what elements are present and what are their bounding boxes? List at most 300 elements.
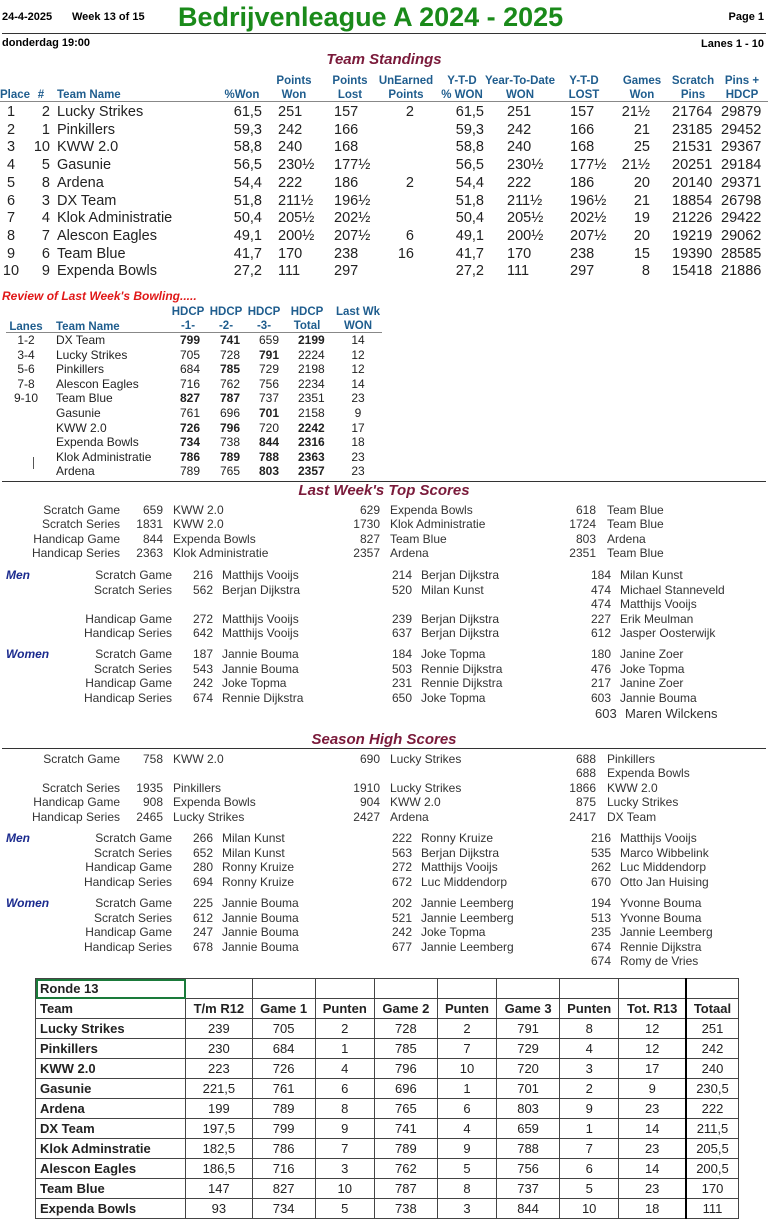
review-row (0, 464, 400, 479)
score-value: 672 (391, 874, 412, 889)
ronde-value-cell[interactable]: 1 (315, 1039, 374, 1059)
score-value: 476 (590, 661, 611, 676)
score-category-label: Scratch Series (41, 517, 120, 532)
ronde-team-cell[interactable]: Ardena (36, 1099, 186, 1119)
ronde-value-cell[interactable]: 720 (497, 1059, 560, 1079)
ronde-value-cell[interactable]: 789 (252, 1099, 315, 1119)
ronde-header-cell[interactable]: Punten (437, 999, 496, 1019)
extra-score-value: 603 (595, 706, 617, 721)
unearned-cell: 2 (405, 174, 414, 191)
score-name: Klok Administratie (173, 545, 269, 560)
ronde-value-cell[interactable]: 762 (374, 1159, 437, 1179)
pct-won-cell: 58,8 (233, 139, 262, 156)
ronde-header-cell[interactable]: Game 2 (374, 999, 437, 1019)
ronde-value-cell[interactable]: 701 (497, 1079, 560, 1099)
pct-won-cell: 49,1 (233, 227, 262, 244)
score-value: 1866 (569, 781, 596, 795)
score-value: 217 (590, 676, 611, 690)
review-g3-cell: 729 (259, 362, 280, 377)
ronde-value-cell[interactable]: 93 (186, 1199, 253, 1219)
ronde-header-cell[interactable]: Team (36, 999, 186, 1019)
ronde-team-cell[interactable]: DX Team (36, 1119, 186, 1139)
score-name: Joke Topma (421, 647, 486, 661)
ronde-value-cell[interactable]: 827 (252, 1179, 315, 1199)
score-value: 1910 (353, 781, 380, 795)
col-games-won: Games Won (622, 75, 662, 101)
score-value: 1724 (569, 517, 596, 532)
ronde-value-cell[interactable]: 728 (374, 1019, 437, 1039)
place-cell: 2 (6, 121, 16, 138)
ronde-value-cell[interactable]: 7 (315, 1139, 374, 1159)
ronde-value-cell[interactable]: 659 (497, 1119, 560, 1139)
review-total-cell: 2224 (298, 347, 325, 362)
women-label: Women (6, 647, 50, 661)
score-value: 758 (142, 752, 163, 766)
review-lanes-cell: 3-4 (17, 347, 35, 362)
ronde-value-cell[interactable]: 222 (686, 1099, 739, 1119)
standings-header-rule (0, 101, 768, 102)
points-lost-cell: 202½ (334, 210, 371, 227)
blank-cell[interactable] (559, 979, 618, 999)
ronde-value-cell[interactable]: 9 (619, 1079, 686, 1099)
pins-hdcp-cell: 29367 (721, 139, 762, 156)
review-won-cell: 12 (351, 362, 365, 377)
place-cell: 1 (6, 104, 16, 120)
report-date: 24-4-2025 (2, 11, 53, 23)
extra-score-name: Maren Wilckens (625, 706, 718, 721)
blank-cell[interactable] (252, 979, 315, 999)
ronde-value-cell[interactable]: 716 (252, 1159, 315, 1179)
ronde-header-cell[interactable]: Game 1 (252, 999, 315, 1019)
ronde-value-cell[interactable]: 4 (315, 1059, 374, 1079)
ytd-won-cell: 205½ (507, 210, 544, 227)
ronde-header-cell[interactable]: Tot. R13 (619, 999, 686, 1019)
score-value: 650 (391, 690, 412, 705)
review-team-cell: Pinkillers (56, 362, 105, 377)
review-g2-cell: 696 (220, 406, 241, 420)
ronde-value-cell[interactable]: 8 (437, 1179, 496, 1199)
score-name: Jannie Bouma (222, 910, 299, 925)
score-name: Matthijs Vooijs (620, 597, 697, 611)
ronde-row (36, 1039, 739, 1059)
ronde-value-cell[interactable]: 12 (619, 1019, 686, 1039)
ronde-value-cell[interactable]: 803 (497, 1099, 560, 1119)
season-divider (2, 748, 766, 749)
ronde-value-cell[interactable]: 14 (619, 1159, 686, 1179)
ronde-team-cell[interactable]: Team Blue (36, 1179, 186, 1199)
score-row (0, 691, 768, 706)
ronde-value-cell[interactable]: 6 (315, 1079, 374, 1099)
col-points-lost: Points Lost (332, 75, 368, 101)
score-row (0, 546, 768, 561)
score-value: 904 (359, 795, 380, 810)
score-value: 642 (192, 626, 213, 640)
score-name: Team Blue (390, 531, 447, 546)
ronde-team-cell[interactable]: Gasunie (36, 1079, 186, 1099)
season-women-label: Women (6, 896, 50, 910)
score-name: Ardena (390, 545, 429, 560)
ronde-value-cell[interactable]: 9 (559, 1099, 618, 1119)
score-category-label: Scratch Series (93, 845, 172, 860)
ronde-value-cell[interactable]: 12 (619, 1039, 686, 1059)
ronde-value-cell[interactable]: 726 (252, 1059, 315, 1079)
pins-hdcp-cell: 28585 (721, 245, 762, 262)
score-value: 1831 (136, 517, 163, 532)
score-name: Berjan Dijkstra (222, 582, 301, 597)
ronde-value-cell[interactable]: 111 (686, 1199, 739, 1219)
ronde-team-cell[interactable]: Lucky Strikes (36, 1019, 186, 1039)
ytd-won-cell: 170 (507, 245, 532, 262)
ronde-value-cell[interactable]: 796 (374, 1059, 437, 1079)
ronde-value-cell[interactable]: 23 (619, 1179, 686, 1199)
score-value: 2417 (569, 809, 596, 824)
ronde-row (36, 1119, 739, 1139)
ronde-value-cell[interactable]: 10 (559, 1199, 618, 1219)
score-row (0, 911, 768, 926)
review-won-cell: 14 (351, 376, 365, 391)
points-won-cell: 222 (278, 174, 303, 191)
ronde-value-cell[interactable]: 9 (315, 1119, 374, 1139)
review-total-cell: 2363 (298, 449, 325, 464)
ytd-pct-cell: 49,1 (455, 227, 484, 244)
score-value: 674 (192, 690, 213, 705)
review-g1-cell: 705 (180, 347, 201, 362)
review-g3-cell: 756 (259, 376, 280, 391)
team-name-cell: Ardena (57, 174, 104, 191)
blank-cell[interactable] (437, 979, 496, 999)
ronde-value-cell[interactable]: 230 (186, 1039, 253, 1059)
score-category-label: Handicap Game (85, 676, 172, 690)
ronde-value-cell[interactable]: 5 (559, 1179, 618, 1199)
ronde-value-cell[interactable]: 729 (497, 1039, 560, 1059)
ronde-value-cell[interactable]: 741 (374, 1119, 437, 1139)
score-name: Ardena (390, 809, 429, 824)
ronde-row (36, 1059, 739, 1079)
ronde-header-cell[interactable]: Punten (315, 999, 374, 1019)
ronde-value-cell[interactable]: 10 (315, 1179, 374, 1199)
col-unearned: UnEarned Points (378, 75, 434, 101)
score-row (0, 626, 768, 641)
pins-hdcp-cell: 29422 (721, 210, 762, 227)
standings-row (0, 156, 768, 174)
score-name: Janine Zoer (620, 647, 684, 661)
score-name: Berjan Dijkstra (421, 568, 500, 582)
score-value: 2357 (353, 545, 380, 560)
score-value: 543 (192, 661, 213, 676)
team-number-cell: 6 (41, 245, 50, 262)
games-won-cell: 21 (633, 121, 650, 138)
score-row (0, 662, 768, 677)
ronde-value-cell[interactable]: 14 (619, 1119, 686, 1139)
review-total-cell: 2351 (298, 391, 325, 406)
ronde-value-cell[interactable]: 2 (559, 1079, 618, 1099)
review-g3-cell: 737 (259, 391, 280, 406)
unearned-cell: 6 (405, 227, 414, 244)
score-row (0, 583, 768, 598)
ronde-value-cell[interactable]: 23 (619, 1139, 686, 1159)
ronde-value-cell[interactable]: 684 (252, 1039, 315, 1059)
ronde-value-cell[interactable]: 182,5 (186, 1139, 253, 1159)
ronde-value-cell[interactable]: 221,5 (186, 1079, 253, 1099)
ronde-value-cell[interactable]: 1 (559, 1119, 618, 1139)
ronde-value-cell[interactable]: 786 (252, 1139, 315, 1159)
ronde-value-cell[interactable]: 242 (686, 1039, 739, 1059)
ronde-value-cell[interactable]: 6 (559, 1159, 618, 1179)
score-row (0, 954, 768, 969)
review-total-cell: 2158 (298, 406, 325, 420)
ronde-value-cell[interactable]: 2 (315, 1019, 374, 1039)
score-value: 194 (590, 896, 611, 910)
ronde-table (35, 978, 739, 1219)
ronde-title-cell[interactable]: Ronde 13 (36, 979, 186, 999)
score-name: Lucky Strikes (390, 752, 462, 766)
ronde-value-cell[interactable]: 785 (374, 1039, 437, 1059)
score-name: Rennie Dijkstra (222, 690, 304, 705)
review-won-cell: 23 (351, 449, 365, 464)
ytd-won-cell: 200½ (507, 227, 544, 244)
games-won-cell: 20 (633, 227, 650, 244)
score-name: Expenda Bowls (173, 795, 256, 810)
ronde-team-cell[interactable]: Klok Adminstratie (36, 1139, 186, 1159)
ronde-value-cell[interactable]: 737 (497, 1179, 560, 1199)
ronde-value-cell[interactable]: 205,5 (686, 1139, 739, 1159)
ronde-header-cell[interactable]: Totaal (686, 999, 739, 1019)
place-cell: 8 (6, 227, 16, 244)
col-ytd-lost: Y-T-D LOST (568, 75, 600, 101)
ronde-team-cell[interactable]: Alescon Eagles (36, 1159, 186, 1179)
review-won-cell: 23 (351, 391, 365, 406)
ronde-value-cell[interactable]: 240 (686, 1059, 739, 1079)
ronde-value-cell[interactable]: 211,5 (686, 1119, 739, 1139)
score-value: 688 (575, 766, 596, 781)
score-row (0, 752, 768, 767)
ronde-value-cell[interactable]: 844 (497, 1199, 560, 1219)
team-name-cell: Klok Administratie (57, 210, 173, 227)
ronde-team-cell[interactable]: KWW 2.0 (36, 1059, 186, 1079)
blank-cell[interactable] (186, 979, 253, 999)
ronde-header-cell[interactable]: T/m R12 (186, 999, 253, 1019)
score-value: 184 (391, 647, 412, 661)
score-category-label: Scratch Game (43, 752, 120, 766)
score-value: 535 (590, 845, 611, 860)
score-value: 520 (391, 582, 412, 597)
games-won-cell: 21½ (621, 157, 650, 174)
standings-row (0, 209, 768, 227)
ronde-value-cell[interactable]: 199 (186, 1099, 253, 1119)
col-ytd-won: Year-To-Date WON (484, 75, 556, 101)
score-value: 2465 (136, 809, 163, 824)
review-total-cell: 2316 (298, 435, 325, 450)
team-number-cell: 8 (41, 174, 50, 191)
score-name: Luc Middendorp (421, 874, 508, 889)
review-g3-cell: 720 (259, 420, 280, 435)
ronde-value-cell[interactable]: 734 (252, 1199, 315, 1219)
score-value: 225 (192, 896, 213, 910)
ronde-value-cell[interactable]: 23 (619, 1099, 686, 1119)
score-name: Matthijs Vooijs (222, 568, 299, 582)
season-high-title: Season High Scores (311, 731, 457, 748)
points-lost-cell: 186 (334, 174, 359, 191)
ronde-value-cell[interactable]: 3 (437, 1199, 496, 1219)
review-row (0, 406, 400, 421)
blank-cell[interactable] (619, 979, 686, 999)
ronde-value-cell[interactable]: 1 (437, 1079, 496, 1099)
ronde-value-cell[interactable]: 5 (315, 1199, 374, 1219)
team-name-cell: Alescon Eagles (57, 227, 157, 244)
score-name: Expenda Bowls (390, 503, 473, 517)
score-name: Team Blue (607, 517, 664, 532)
review-title: Review of Last Week's Bowling..... (2, 289, 197, 303)
review-g3-cell: 844 (259, 435, 280, 450)
ronde-value-cell[interactable]: 147 (186, 1179, 253, 1199)
ytd-lost-cell: 157 (570, 104, 595, 120)
ronde-value-cell[interactable]: 738 (374, 1199, 437, 1219)
ronde-value-cell[interactable]: 197,5 (186, 1119, 253, 1139)
ronde-value-cell[interactable]: 765 (374, 1099, 437, 1119)
team-number-cell: 9 (41, 263, 50, 280)
games-won-cell: 21½ (621, 104, 650, 120)
ronde-value-cell[interactable]: 791 (497, 1019, 560, 1039)
blank-cell[interactable] (374, 979, 437, 999)
ronde-value-cell[interactable]: 9 (437, 1139, 496, 1159)
score-category-label: Scratch Series (93, 661, 172, 676)
review-g1-cell: 726 (180, 420, 201, 435)
ronde-value-cell[interactable]: 223 (186, 1059, 253, 1079)
ronde-value-cell[interactable]: 230,5 (686, 1079, 739, 1099)
ronde-value-cell[interactable]: 8 (559, 1019, 618, 1039)
ronde-value-cell[interactable]: 8 (315, 1099, 374, 1119)
ronde-value-cell[interactable]: 787 (374, 1179, 437, 1199)
ronde-value-cell[interactable]: 756 (497, 1159, 560, 1179)
score-name: Otto Jan Huising (620, 874, 709, 889)
score-value: 844 (142, 531, 163, 546)
blank-cell[interactable] (686, 979, 739, 999)
ronde-value-cell[interactable]: 705 (252, 1019, 315, 1039)
scratch-pins-cell: 21226 (672, 210, 713, 227)
ytd-pct-cell: 50,4 (455, 210, 484, 227)
score-name: Joke Topma (620, 661, 685, 676)
blank-cell[interactable] (497, 979, 560, 999)
ronde-value-cell[interactable]: 761 (252, 1079, 315, 1099)
ronde-team-cell[interactable]: Expenda Bowls (36, 1199, 186, 1219)
ronde-value-cell[interactable]: 789 (374, 1139, 437, 1159)
score-row (0, 846, 768, 861)
ronde-value-cell[interactable]: 3 (559, 1059, 618, 1079)
review-team-cell: Alescon Eagles (56, 376, 139, 391)
score-value: 474 (590, 582, 611, 597)
ronde-header-cell[interactable]: Game 3 (497, 999, 560, 1019)
review-g1-cell: 716 (180, 376, 201, 391)
review-g3-cell: 659 (259, 333, 280, 347)
review-row (0, 421, 400, 436)
score-value: 908 (142, 795, 163, 810)
ronde-value-cell[interactable]: 186,5 (186, 1159, 253, 1179)
review-lanes-cell: 9-10 (13, 391, 39, 406)
ronde-value-cell[interactable]: 6 (437, 1099, 496, 1119)
lanes-range: Lanes 1 - 10 (701, 38, 764, 50)
ronde-value-cell[interactable]: 696 (374, 1079, 437, 1099)
ronde-header-cell[interactable]: Punten (559, 999, 618, 1019)
score-value: 235 (590, 925, 611, 939)
score-category-label: Handicap Game (33, 531, 120, 546)
ronde-value-cell[interactable]: 4 (437, 1119, 496, 1139)
ronde-value-cell[interactable]: 5 (437, 1159, 496, 1179)
score-value: 272 (391, 860, 412, 874)
score-name: Rennie Dijkstra (620, 939, 702, 954)
team-number-cell: 3 (41, 192, 50, 209)
men-label: Men (6, 568, 30, 582)
score-name: Yvonne Bouma (620, 896, 702, 910)
ytd-won-cell: 111 (507, 263, 530, 280)
ronde-value-cell[interactable]: 7 (559, 1139, 618, 1159)
review-won-cell: 17 (351, 420, 365, 435)
ronde-value-cell[interactable]: 2 (437, 1019, 496, 1039)
standings-row (0, 103, 768, 121)
ronde-value-cell[interactable]: 788 (497, 1139, 560, 1159)
score-value: 677 (391, 939, 412, 954)
score-value: 803 (575, 531, 596, 546)
score-category-label: Scratch Game (95, 896, 172, 910)
points-lost-cell: 157 (334, 104, 359, 120)
unearned-cell: 2 (405, 104, 414, 120)
blank-cell[interactable] (315, 979, 374, 999)
ronde-team-cell[interactable]: Pinkillers (36, 1039, 186, 1059)
score-name: Pinkillers (173, 781, 222, 795)
review-col-g1: HDCP -1- (171, 306, 205, 332)
ronde-value-cell[interactable]: 4 (559, 1039, 618, 1059)
score-category-label: Handicap Game (33, 795, 120, 810)
page-number: Page 1 (728, 11, 764, 23)
ronde-value-cell[interactable]: 10 (437, 1059, 496, 1079)
ronde-value-cell[interactable]: 200,5 (686, 1159, 739, 1179)
review-g2-cell: 738 (220, 435, 241, 450)
ronde-value-cell[interactable]: 799 (252, 1119, 315, 1139)
score-row (0, 860, 768, 875)
ronde-value-cell[interactable]: 170 (686, 1179, 739, 1199)
review-won-cell: 18 (351, 435, 365, 450)
ytd-pct-cell: 59,3 (455, 121, 484, 138)
ronde-value-cell[interactable]: 7 (437, 1039, 496, 1059)
team-name-cell: Pinkillers (57, 121, 116, 138)
review-row (0, 391, 400, 406)
ronde-value-cell[interactable]: 3 (315, 1159, 374, 1179)
scratch-pins-cell: 19390 (672, 245, 713, 262)
points-won-cell: 200½ (278, 227, 315, 244)
ytd-lost-cell: 202½ (570, 210, 607, 227)
games-won-cell: 8 (641, 263, 650, 280)
score-name: KWW 2.0 (173, 517, 224, 532)
score-row (0, 676, 768, 691)
pct-won-cell: 50,4 (233, 210, 262, 227)
team-name-cell: Expenda Bowls (57, 263, 157, 280)
pins-hdcp-cell: 29371 (721, 174, 762, 191)
col-pct-won: %Won (224, 89, 260, 101)
ronde-value-cell[interactable]: 239 (186, 1019, 253, 1039)
score-value: 214 (391, 568, 412, 582)
score-category-label: Handicap Series (83, 939, 172, 954)
ronde-value-cell[interactable]: 18 (619, 1199, 686, 1219)
points-lost-cell: 166 (334, 121, 359, 138)
score-value: 629 (359, 503, 380, 517)
ronde-value-cell[interactable]: 17 (619, 1059, 686, 1079)
pct-won-cell: 59,3 (233, 121, 262, 138)
place-cell: 3 (6, 139, 16, 156)
review-g1-cell: 789 (180, 464, 201, 479)
pins-hdcp-cell: 29879 (721, 104, 762, 120)
ronde-value-cell[interactable]: 251 (686, 1019, 739, 1039)
score-value: 262 (590, 860, 611, 874)
score-category-label: Scratch Series (93, 582, 172, 597)
